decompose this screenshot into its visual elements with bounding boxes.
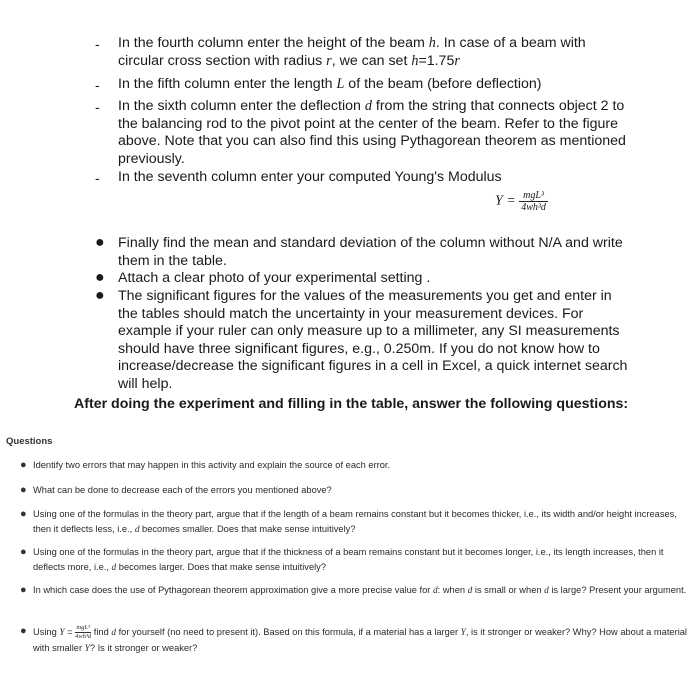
formula-numerator: mgL³ [519,190,548,202]
questions-title: Questions [6,436,53,447]
instruction-fourth-column: In the fourth column enter the height of the beam h. In case of a beam with circular cross section with radius r, we can set h=1.75r [118,35,586,69]
bullet-marker: ● [20,584,27,596]
bullet-marker: ● [20,459,27,471]
bullet-significant-figures: The significant figures for the values of the measurements you get and enter in the tables should match the uncertainty in your measurement devices. For example if your ruler can only measure up to a millimeter, any SI measurements should have three significant figures, e.g., 0.250m. If you do not know how to increase/decrease the significant figures in a cell in Excel, a quick internet search will help. [118,288,628,392]
bullet-mean-std: Finally find the mean and standard deviation of the column without N/A and write them in the table. [118,235,623,269]
bullet-attach-photo: Attach a clear photo of your experimental setting . [118,270,431,286]
bullet-marker: ● [20,484,27,496]
instruction-sixth-column: In the sixth column enter the deflection d from the string that connects object 2 to the balancing rod to the pivot point at the center of the beam. Refer to the figure above. Note that you can also find this using Pythagorean theorem as mentioned previously. [118,98,626,167]
bullet-marker: ● [95,287,105,304]
question-item: What can be done to decrease each of the errors you mentioned above? [33,485,332,495]
bullet-marker: ● [20,508,27,520]
question-item: Using one of the formulas in the theory part, argue that if the length of a beam remains constant but it becomes thicker, i.e., its width and/or height increases, then it deflects less, i.e., d becomes smaller. Does that make sense intuitively? [33,509,677,535]
question-item: Identify two errors that may happen in this activity and explain the source of each error. [33,460,391,470]
question-item: Using Y = $\frac{\text{mgL³}}{\text{4wh³d}}$ find d for yourself (no need to present it). Based on this formula, if a material has a larger Y, is it stronger or weaker? Why? How about a material with smaller Y? Is it stronger or weaker? [33,624,687,654]
bullet-marker: ● [20,546,27,558]
dash-marker: - [95,170,100,186]
instruction-seventh-column: In the seventh column enter your computed Young's Modulus [118,169,502,185]
bullet-marker: ● [95,269,105,286]
dash-marker: - [95,99,100,115]
dash-marker: - [95,77,100,93]
questions-heading: After doing the experiment and filling in the table, answer the following questions: [74,396,629,412]
youngs-modulus-formula [495,190,548,213]
formula-fraction [519,190,548,213]
dash-marker: - [95,36,100,52]
bullet-marker: ● [95,234,105,251]
formula-lhs: Y = [495,193,516,209]
instruction-fifth-column: In the fifth column enter the length L of the beam (before deflection) [118,76,542,92]
question-item: Using one of the formulas in the theory part, argue that if the thickness of a beam remains constant but it becomes longer, i.e., its length increases, then it deflects more, i.e., d becomes larger. Does that make sense intuitively? [33,547,664,573]
question-item: In which case does the use of Pythagorean theorem approximation give a more precise value for d: when d is small or when d is large? Present your argument. [33,585,687,596]
bullet-marker: ● [20,625,27,637]
formula-denominator: 4wh³d [521,202,546,213]
